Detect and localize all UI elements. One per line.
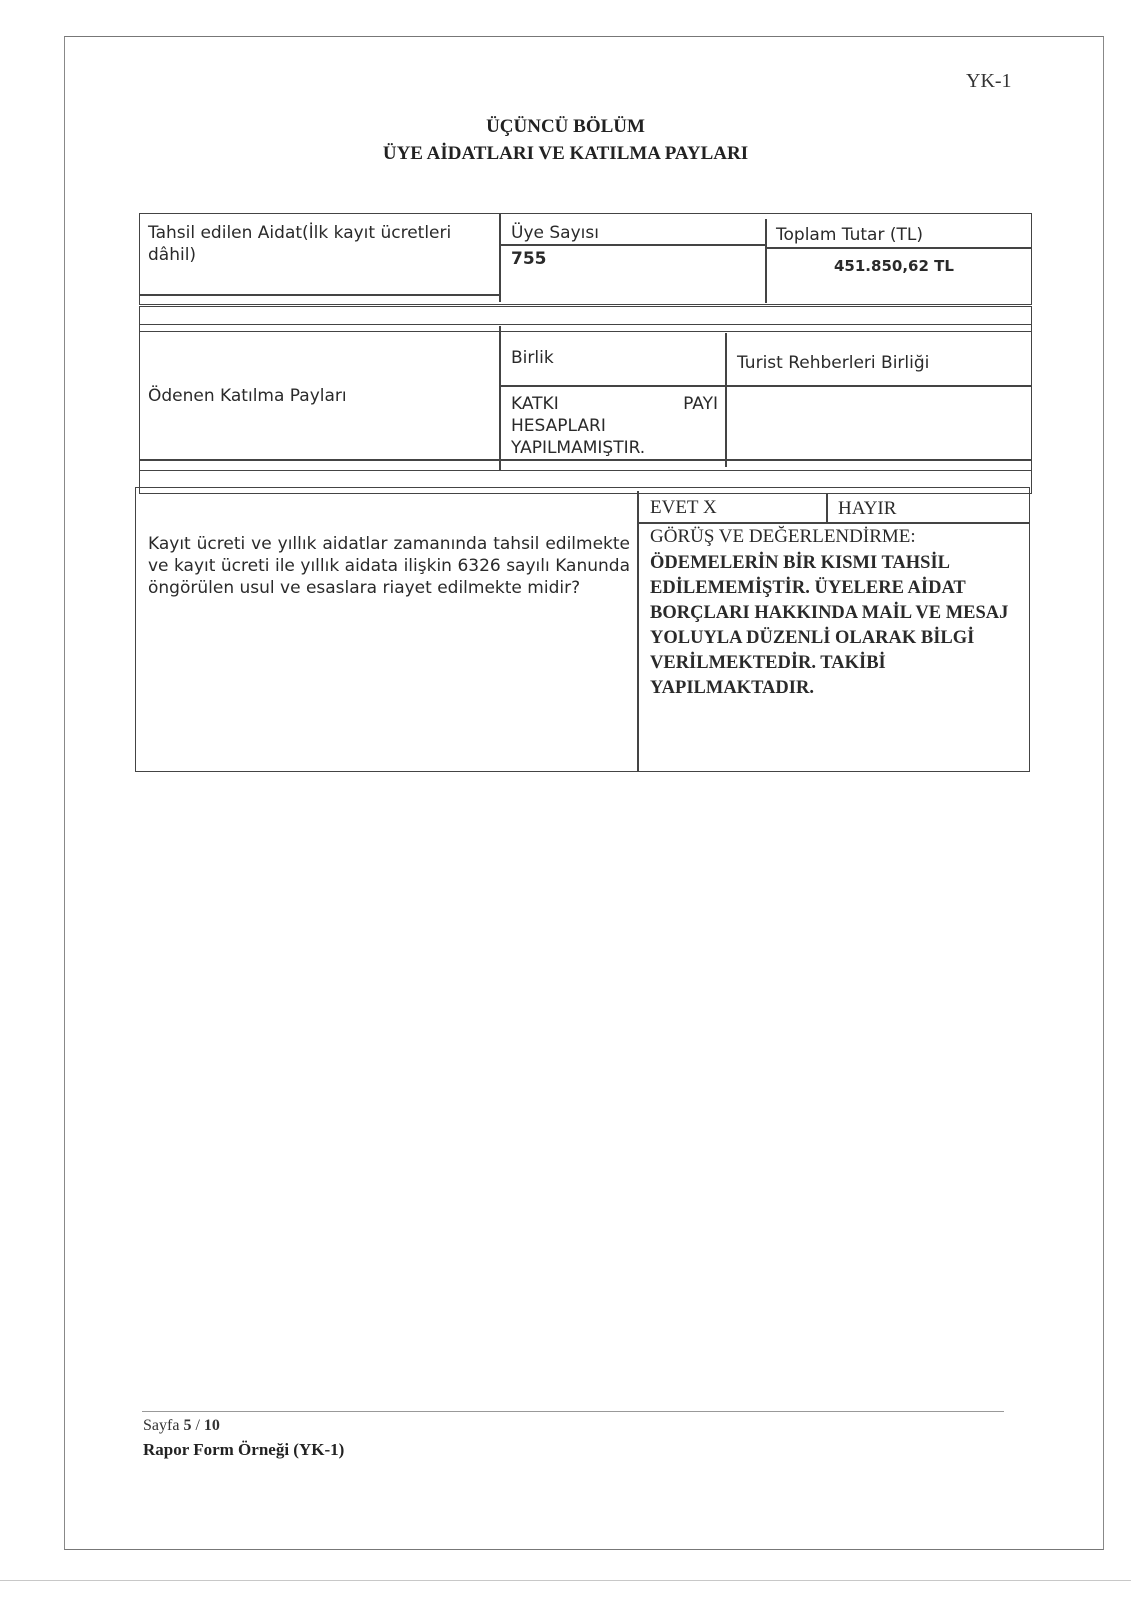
- dues-label: Tahsil edilen Aidat(İlk kayıt ücretleri dâhil): [148, 223, 452, 265]
- member-count-header: Üye Sayısı: [511, 223, 599, 243]
- section-title: ÜÇÜNCÜ BÖLÜM: [486, 116, 645, 137]
- note-word: YAPILMAMIŞTIR.: [511, 438, 646, 458]
- yes-option: EVET X: [650, 497, 717, 518]
- page-label: Sayfa: [143, 1417, 180, 1434]
- divider: [767, 247, 1031, 249]
- divider: [826, 494, 828, 524]
- total-amount-value: 451.850,62 TL: [834, 257, 954, 275]
- assessment-header: GÖRÜŞ VE DEĞERLENDİRME:: [650, 526, 916, 547]
- footer-rule: [142, 1411, 1004, 1412]
- section-subtitle: ÜYE AİDATLARI VE KATILMA PAYLARI: [382, 143, 749, 164]
- union-name: Turist Rehberleri Birliği: [737, 353, 930, 373]
- contribution-note: [511, 393, 718, 459]
- document-code: YK-1: [966, 70, 1012, 92]
- total-amount-header: Toplam Tutar (TL): [776, 225, 923, 245]
- page-indicator: [143, 1417, 220, 1435]
- form-name: Rapor Form Örneği (YK-1): [143, 1440, 345, 1459]
- note-word: PAYI: [683, 394, 718, 414]
- question-text: Kayıt ücreti ve yıllık aidatlar zamanında tahsil edilmekte ve kayıt ücreti ile yıllık aidata ilişkin 6326 sayılı Kanunda öngörülen usul ve esaslara riayet edilmekte midir?: [148, 534, 630, 598]
- divider: [499, 326, 501, 470]
- divider: [639, 522, 1029, 524]
- union-header: Birlik: [511, 348, 554, 368]
- page-number: 5: [183, 1417, 192, 1434]
- member-count-value: 755: [511, 249, 547, 269]
- divider: [499, 213, 501, 302]
- no-option: HAYIR: [838, 498, 897, 519]
- divider: [139, 459, 1032, 461]
- divider: [725, 333, 727, 467]
- divider: [637, 491, 639, 771]
- note-word: HESAPLARI: [511, 416, 606, 436]
- divider: [501, 385, 1031, 387]
- assessment-text: ÖDEMELERİN BİR KISMI TAHSİL EDİLEMEMİŞTİR. ÜYELERE AİDAT BORÇLARI HAKKINDA MAİL VE MESAJ YOLUYLA DÜZENLİ OLARAK BİLGİ VERİLMEKTEDİR. TAKİBİ YAPILMAKTADIR.: [650, 553, 1009, 698]
- divider: [139, 294, 501, 296]
- scan-edge-line: [0, 1580, 1131, 1581]
- divider: [765, 219, 767, 303]
- divider: [501, 244, 765, 246]
- contribution-label: Ödenen Katılma Payları: [148, 386, 347, 406]
- page-separator: /: [195, 1417, 200, 1434]
- note-word: KATKI: [511, 394, 559, 414]
- page-total: 10: [203, 1417, 220, 1434]
